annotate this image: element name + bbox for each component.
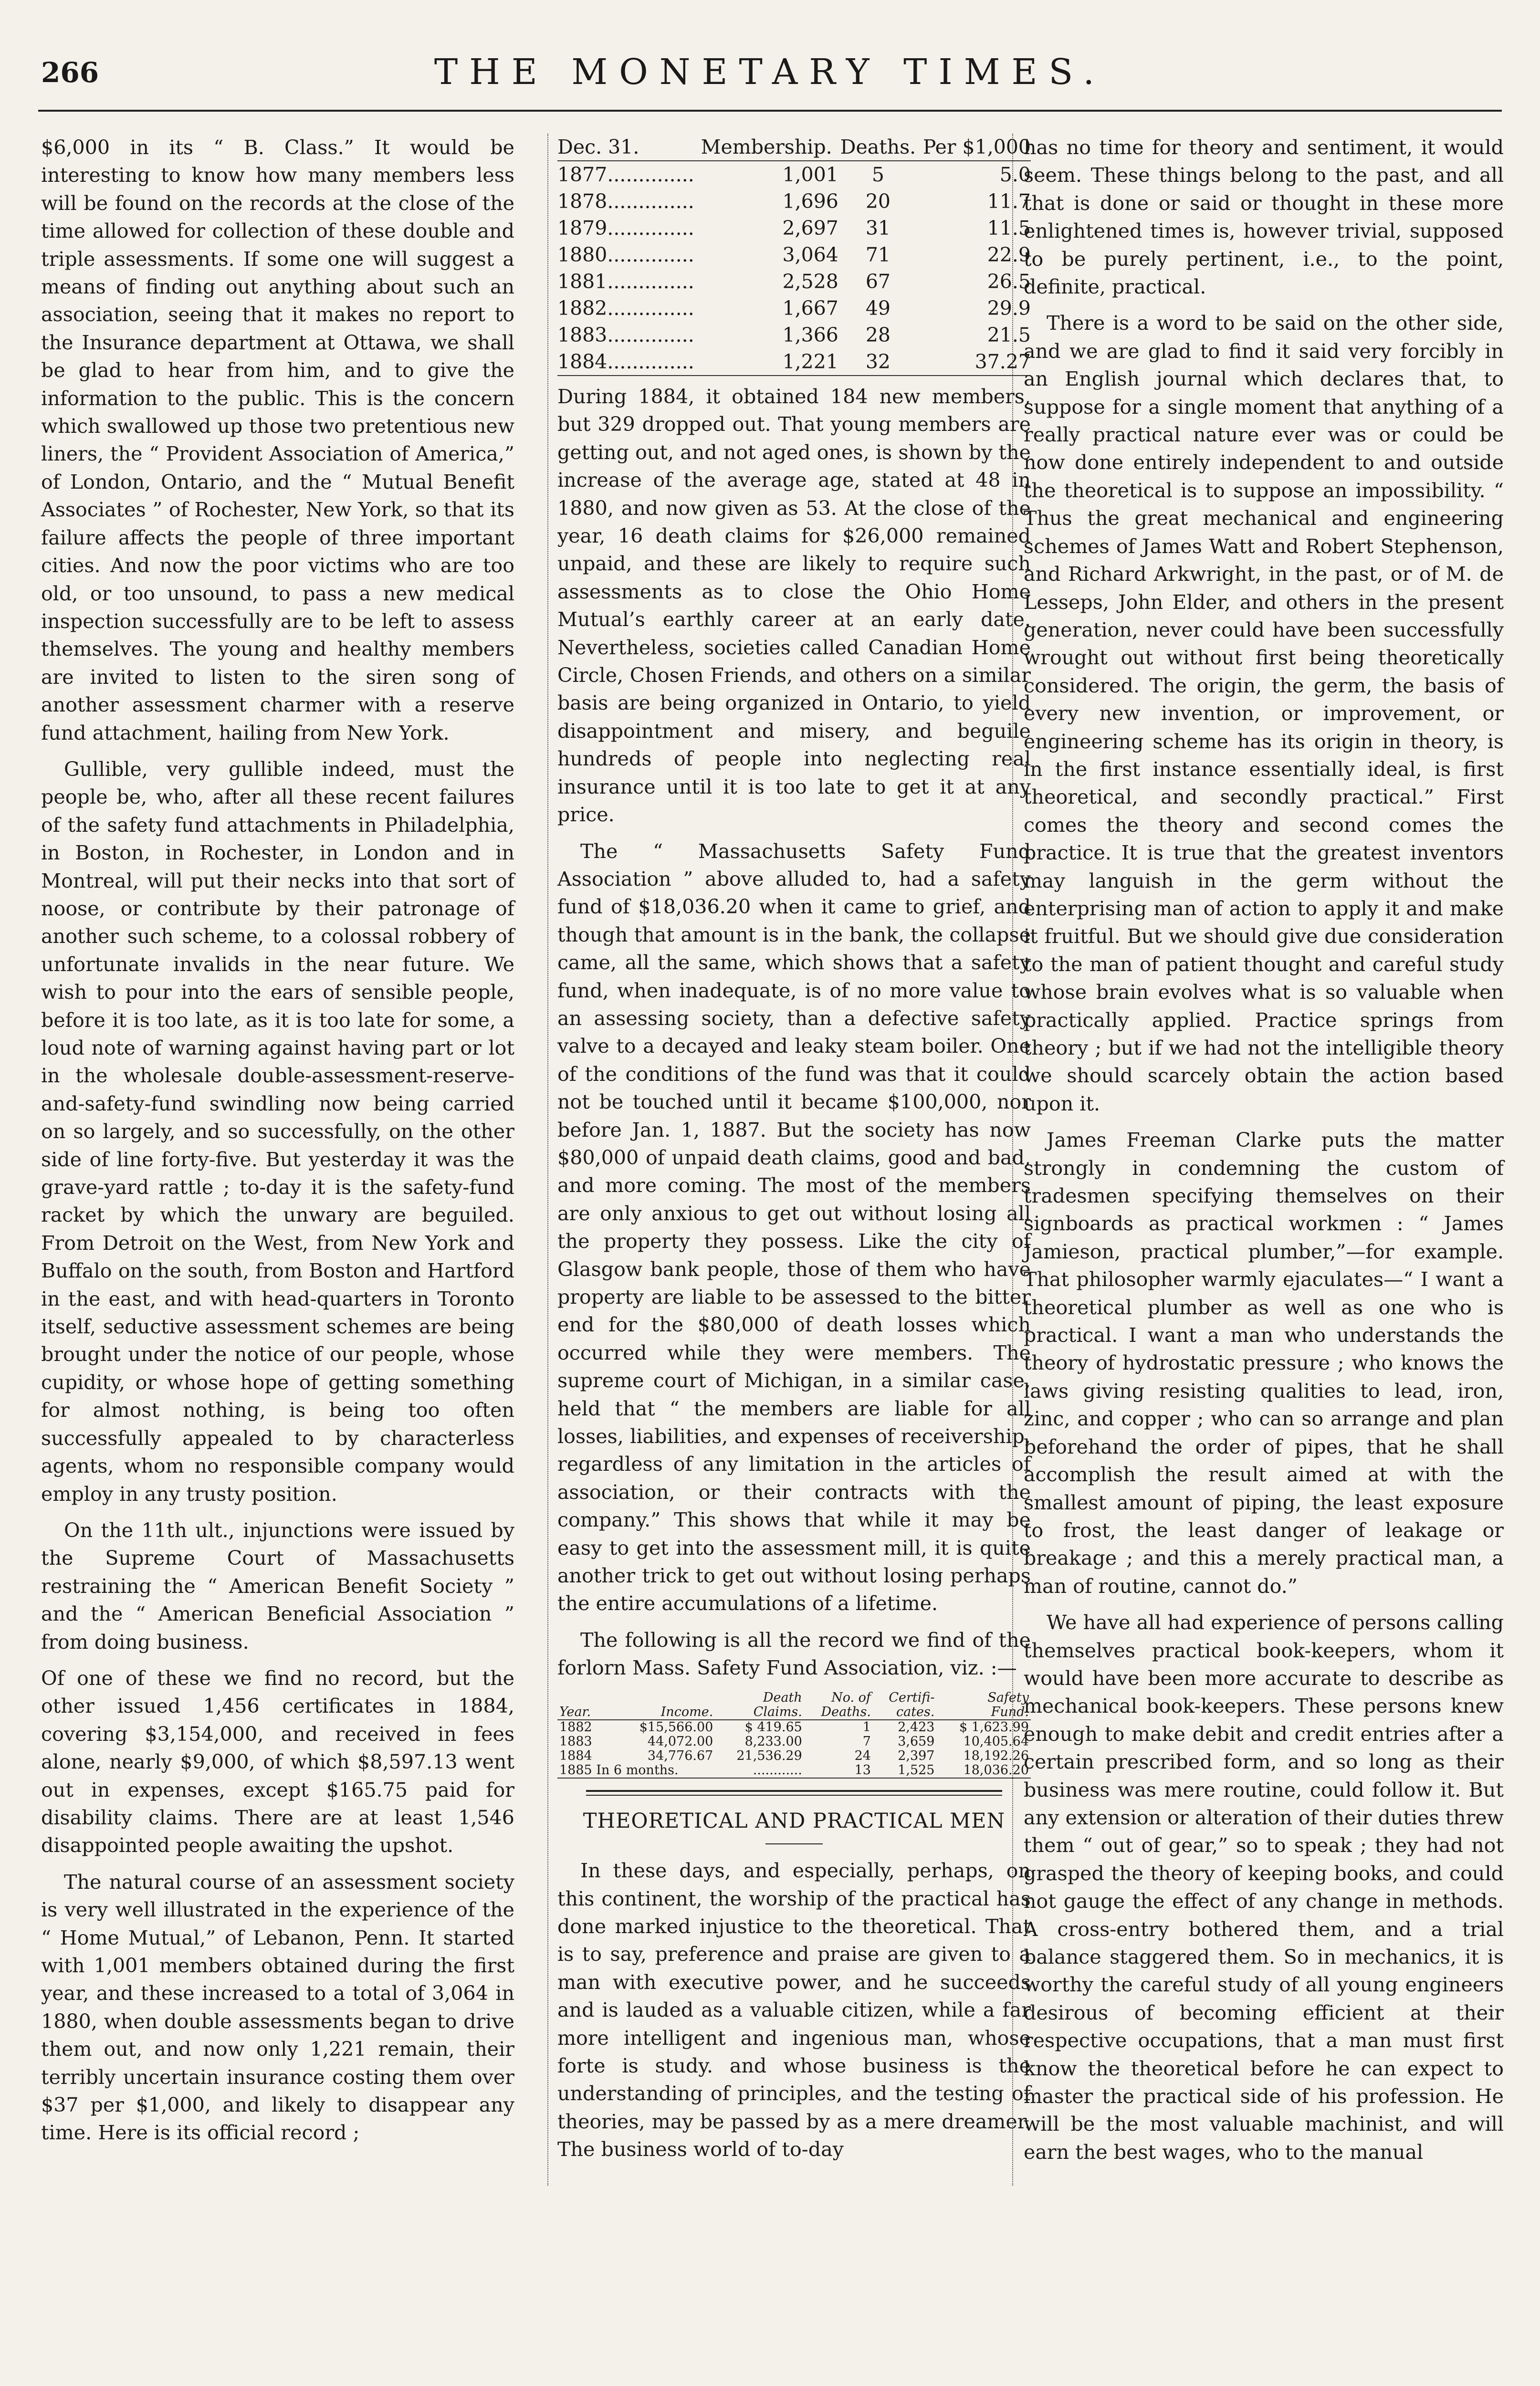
page-number: 266 — [41, 56, 99, 89]
table-header: Deaths. — [838, 134, 918, 161]
paragraph: In these days, and especially, perhaps, on this continent, the worship of the practical has done marked injustice to the theoretical. That is to say, preference and praise are given to a man with executive power, and he succeeds and is lauded as a valuable citizen, while a far more intelligent and ingenious man, whose forte is study. and whose business is the understanding of principles, and the testing of theories, may be passed by as a mere dreamer. The business world of to-day — [557, 1859, 1031, 2161]
table-header: Fund. — [936, 1705, 1031, 1720]
table-row: 1881.............. 2,528 67 26.5 — [557, 270, 1031, 293]
paragraph: We have all had experience of persons calling themselves practical book-keepers, whom it would have been more accurate to describe as mechanical book-keepers. These persons knew enough to make debit and credit entries after a certain prescribed form, and so long as their business was mere routine, could follow it. But any extension or alteration of their duties threw them “ out of gear,” so to speak ; they had not grasped the theory of keeping books, and could not gauge the effect of any change in methods. A cross-entry bothered them, and a trial balance staggered them. So in mechanics, it is worthy the careful study of all young engineers desirous of becoming efficient at their respective occupations, that a man must first know the theoretical before he can expect to master the practical side of his profession. He will be the most valuable machinist, and will earn the best wages, who to the manual — [1024, 1611, 1504, 2164]
home-mutual-record-table — [557, 134, 1031, 375]
table-header: No. of — [831, 1690, 871, 1705]
table-header: Year. — [557, 1705, 608, 1720]
table-header: Per $1,000 — [918, 134, 1031, 161]
paragraph: $6,000 in its “ B. Class.” It would be interesting to know how many members less will be found on the records at the close of the time allowed for collection of these double and triple assessments. If some one will suggest a means of finding out anything about such an association, seeing that it makes no report to the Insurance department at Ottawa, we shall be glad to hear from him, and to give the information to the public. This is the concern which swallowed up those two pretentious new liners, the “ Provident Association of America,” of London, Ontario, and the “ Mutual Benefit Associates ” of Rochester, New York, so that its failure affects the people of three important cities. And now the poor victims who are too old, or too unsound, to pass a new medical inspection successfully are to be left to assess themselves. The young and healthy members are invited to listen to the siren song of another assessment charmer with a reserve fund attachment, hailing from New York. — [41, 136, 514, 744]
table-row: 1879.............. 2,697 31 11.5 — [557, 217, 1031, 240]
table-header: Death — [763, 1690, 802, 1705]
paragraph: On the 11th ult., injunctions were issued by the Supreme Court of Massachusetts restraining the “ American Benefit Society ” and the “ American Beneficial Association ” from doing business. — [41, 1518, 514, 1653]
table-row: 1885 In 6 months. ............ 13 1,525 18,036.20 — [557, 1763, 1031, 1778]
paragraph: The natural course of an assessment society is very well illustrated in the experience of the “ Home Mutual,” of Lebanon, Penn. It started with 1,001 members obtained during the first year, and these increased to a total of 3,064 in 1880, when double assessments began to drive them out, and now only 1,221 remain, their terribly uncertain insurance costing them over $37 per $1,000, and likely to disappear any time. Here is its official record ; — [41, 1870, 514, 2145]
table-row: 1877.............. 1,001 5 5.0 — [557, 163, 1031, 186]
table-header: cates. — [873, 1705, 937, 1720]
paragraph: There is a word to be said on the other side, and we are glad to find it said very forcibly in an English journal which declares that, to suppose for a single moment that anything of a really practical nature ever was or could be now done entirely independent to and outside the theoretical is to suppose an impossibility. “ Thus the great mechanical and engineering schemes of James Watt and Robert Stephenson, and Richard Arkwright, in the past, or of M. de Lesseps, John Elder, and others in the present generation, never could have been successfully wrought out without first being theoretically considered. The origin, the germ, the basis of every new invention, or improvement, or engineering scheme has its origin in theory, is in the first instance essentially ideal, is first theoretical, and secondly practical.” First comes the theory and second comes the practice. It is true that the greatest inventors may languish in the germ without the enterprising man of action to apply it and make it fruitful. But we should give due consideration to the man of patient thought and careful study whose brain evolves what is so valuable when practically applied. Practice springs from theory ; but if we had not the intelligible theory we should scarcely obtain the action based upon it. — [1024, 312, 1504, 1115]
table-header: Income. — [608, 1705, 715, 1720]
table-header: Deaths. — [804, 1705, 873, 1720]
table-header: Membership. — [701, 134, 838, 161]
table-row: 1883.............. 1,366 28 21.5 — [557, 324, 1031, 346]
table-row: 1884 34,776.67 21,536.29 24 2,397 18,192.26 — [559, 1748, 1029, 1763]
table-header: Safety — [987, 1690, 1029, 1705]
header-rule — [38, 110, 1502, 112]
paragraph: The following is all the record we find of the forlorn Mass. Safety Fund Association, viz. :— — [557, 1628, 1031, 1680]
table-row: 1882 $15,566.00 $ 419.65 1 2,423 $ 1,623.99 — [559, 1719, 1029, 1735]
table-row: 1883 44,072.00 8,233.00 7 3,659 10,405.64 — [559, 1734, 1029, 1749]
column-3 — [1024, 134, 1504, 2175]
table-row: 1884.............. 1,221 32 37.27 — [557, 350, 1031, 373]
table-header: Certifi- — [889, 1690, 935, 1705]
article-heading: THEORETICAL AND PRACTICAL MEN — [583, 1809, 1006, 1833]
paragraph: During 1884, it obtained 184 new members, but 329 dropped out. That young members are getting out, and not aged ones, is shown by the increase of the average age, stated at 48 in 1880, and now given as 53. At the close of the year, 16 death claims for $26,000 remained unpaid, and these are likely to require such assessments as to close the Ohio Home Mutual’s earthly career at an early date. Nevertheless, societies called Canadian Home Circle, Chosen Friends, and others on a similar basis are being organized in Ontario, to yield disappointment and misery, and beguile hundreds of people into neglecting real insurance until it is too late to get it at any price. — [557, 385, 1031, 827]
paragraph: Gullible, very gullible indeed, must the people be, who, after all these recent failures of the safety fund attachments in Philadelphia, in Boston, in Rochester, in London and in Montreal, will put their necks into that sort of noose, or contribute by their patronage of another such scheme, to a colossal robbery of unfortunate invalids in the near future. We wish to pour into the ears of sensible people, before it is too late, as it is too late for some, a loud note of warning against having part or lot in the wholesale double-assessment-reserve-and-safety-fund swindling now being carried on so largely, and so successfully, on the other side of line forty-five. But yesterday it was the grave-yard rattle ; to-day it is the safety-fund racket by which the unwary are beguiled. From Detroit on the West, from New York and Buffalo on the south, from Boston and Hartford in the east, and with head-quarters in Toronto itself, seductive assessment schemes are being brought under the notice of our people, whose cupidity, or whose hope of getting something for almost nothing, is being too often successfully appealed to by characterless agents, whom no responsible company would employ in any trusty position. — [41, 757, 514, 1506]
table-header: Dec. 31. — [557, 134, 701, 161]
column-divider-1 — [547, 134, 548, 2186]
table-rule — [557, 375, 1031, 376]
column-2 — [557, 134, 1031, 2172]
table-row: 1878.............. 1,696 20 11.7 — [557, 190, 1031, 213]
mass-safety-fund-table — [557, 1691, 1031, 1779]
paragraph: has no time for theory and sentiment, it would seem. These things belong to the past, and all that is done or said or thought in these more enlightened times is, however trivial, supposed to be purely pertinent, i.e., to the point, definite, practical. — [1024, 136, 1504, 299]
masthead-title: THE MONETARY TIMES. — [434, 52, 1106, 93]
paragraph: James Freeman Clarke puts the matter strongly in condemning the custom of tradesmen specifying themselves on their signboards as practical workmen : “ James Jamieson, practical plumber,”—for example. That philosopher warmly ejaculates—“ I want a theoretical plumber as well as one who is practical. I want a man who understands the theory of hydrostatic pressure ; who knows the laws giving resisting qualities to lead, iron, zinc, and copper ; who can so arrange and plan beforehand the order of pipes, that he shall accomplish the result aimed at with the smallest amount of piping, the least exposure to frost, the least danger of leakage or breakage ; and this a merely practical man, a man of routine, cannot do.” — [1024, 1129, 1504, 1598]
section-divider — [586, 1790, 1002, 1796]
paragraph: Of one of these we find no record, but the other issued 1,456 certificates in 1884, covering $3,154,000, and received in fees alone, nearly $9,000, of which $8,597.13 went out in expenses, except $165.75 paid for disability claims. There are at least 1,546 disappointed people awaiting the upshot. — [41, 1666, 514, 1857]
paragraph: The “ Massachusetts Safety Fund Association ” above alluded to, had a safety fund of $18,036.20 when it came to grief, and though that amount is in the bank, the collapse came, all the same, which shows that a safety fund, when inadequate, is of no more value to an assessing society, than a defective safety valve to a decayed and leaky steam boiler. One of the conditions of the fund was that it could not be touched until it became $100,000, nor before Jan. 1, 1887. But the society has now $80,000 of unpaid death claims, good and bad, and more coming. The most of the members are only anxious to get out without losing all the property they possess. Like the city of Glasgow bank people, those of them who have property are liable to be assessed to the bitter end for the $80,000 of death losses which occurred while they were members. The supreme court of Michigan, in a similar case, held that “ the members are liable for all losses, liabilities, and expenses of receivership, regardless of any limitation in the articles of association, or their contracts with the company.” This shows that while it may be easy to get into the assessment mill, it is quite another trick to get out without losing perhaps the entire accumulations of a lifetime. — [557, 839, 1031, 1615]
table-header: Claims. — [715, 1705, 804, 1720]
column-1 — [41, 134, 514, 2156]
table-row: 1880.............. 3,064 71 22.9 — [557, 243, 1031, 266]
table-row: 1882.............. 1,667 49 29.9 — [557, 297, 1031, 320]
heading-rule — [765, 1843, 823, 1844]
